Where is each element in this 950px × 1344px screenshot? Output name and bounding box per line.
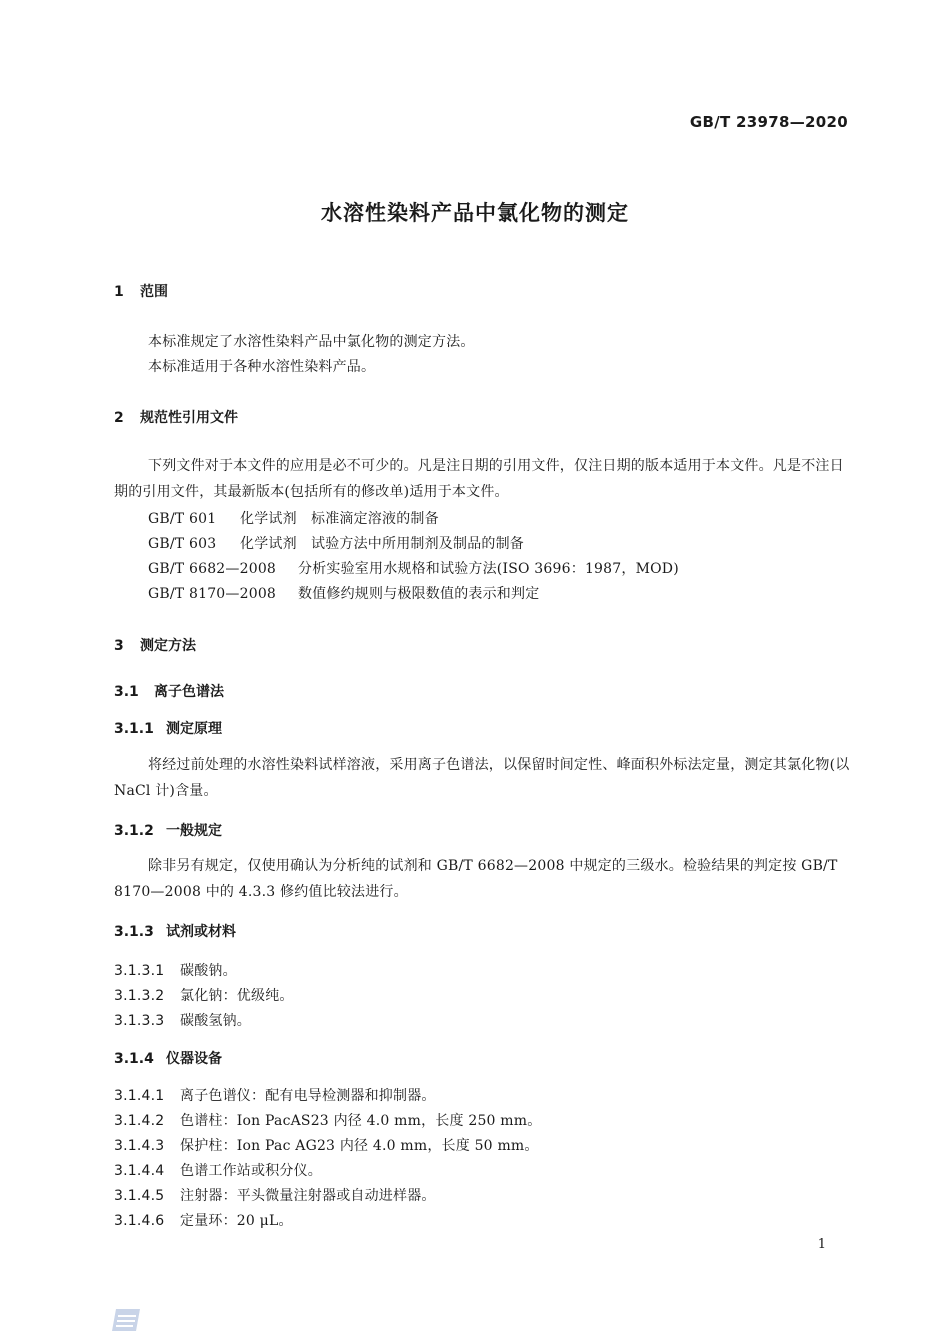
instrument-item: [114, 1135, 539, 1155]
reference-item: [148, 508, 439, 528]
section-number: 3.1.1: [114, 721, 154, 737]
principle-paragraph: 将经过前处理的水溶性染料试样溶液，采用离子色谱法，以保留时间定性、峰面积外标法定量，测定其氯化物(以 NaCl 计)含量。: [114, 757, 850, 799]
section-title: 规范性引用文件: [140, 410, 238, 426]
item-number: 3.1.4.4: [114, 1163, 165, 1179]
reagent-item: [114, 1010, 251, 1030]
section-number: 3: [114, 638, 124, 654]
item-text: 色谱工作站或积分仪。: [180, 1163, 322, 1179]
publisher-logo-icon: [110, 1307, 142, 1333]
item-number: 3.1.4.3: [114, 1138, 165, 1154]
scope-paragraph-1: 本标准规定了水溶性染料产品中氯化物的测定方法。: [148, 334, 475, 350]
section-1-heading: [114, 281, 168, 301]
reference-title: 化学试剂 标准滴定溶液的制备: [240, 511, 439, 527]
scope-paragraph-2: 本标准适用于各种水溶性染料产品。: [148, 359, 376, 375]
instrument-item: [114, 1185, 436, 1205]
section-number: 3.1.4: [114, 1051, 154, 1067]
reference-item: [148, 533, 524, 553]
section-3-1-heading: [114, 681, 224, 701]
section-title: 一般规定: [166, 823, 222, 839]
page-number: 1: [817, 1237, 826, 1252]
section-number: 3.1.3: [114, 924, 154, 940]
section-number: 3.1: [114, 684, 139, 700]
section-title: 试剂或材料: [166, 924, 236, 940]
reference-code: GB/T 8170—2008: [148, 586, 277, 602]
reference-item: [148, 558, 679, 578]
section-3-1-2-heading: [114, 820, 222, 840]
reference-code: GB/T 601: [148, 511, 217, 527]
item-text: 氯化钠：优级纯。: [180, 988, 294, 1004]
section-2-heading: [114, 407, 238, 427]
section-title: 离子色谱法: [154, 684, 224, 700]
item-number: 3.1.3.2: [114, 988, 165, 1004]
section-3-1-4-heading: [114, 1048, 222, 1068]
item-number: 3.1.4.5: [114, 1188, 165, 1204]
instrument-item: [114, 1210, 293, 1230]
document-title: 水溶性染料产品中氯化物的测定: [321, 201, 629, 225]
reference-code: GB/T 6682—2008: [148, 561, 277, 577]
item-text: 碳酸钠。: [180, 963, 237, 979]
instrument-item: [114, 1160, 322, 1180]
instrument-item: [114, 1085, 436, 1105]
reagent-item: [114, 985, 294, 1005]
general-provisions-paragraph: 除非另有规定，仅使用确认为分析纯的试剂和 GB/T 6682—2008 中规定的三级水。检验结果的判定按 GB/T 8170—2008 中的 4.3.3 修约值比较法进行。: [114, 858, 838, 900]
reference-title: 数值修约规则与极限数值的表示和判定: [298, 586, 540, 602]
reference-title: 分析实验室用水规格和试验方法(ISO 3696：1987，MOD): [298, 561, 679, 577]
section-title: 测定方法: [140, 638, 196, 654]
item-number: 3.1.4.6: [114, 1213, 165, 1229]
item-text: 保护柱：Ion Pac AG23 内径 4.0 mm，长度 50 mm。: [180, 1138, 539, 1154]
reference-code: GB/T 603: [148, 536, 217, 552]
reagent-item: [114, 960, 237, 980]
section-3-1-1-heading: [114, 718, 222, 738]
item-number: 3.1.3.1: [114, 963, 165, 979]
standard-code: GB/T 23978—2020: [689, 113, 848, 131]
section-title: 范围: [140, 284, 168, 300]
section-number: 3.1.2: [114, 823, 154, 839]
item-number: 3.1.4.2: [114, 1113, 165, 1129]
section-3-1-3-heading: [114, 921, 236, 941]
section-title: 测定原理: [166, 721, 222, 737]
section-3-heading: [114, 635, 196, 655]
item-text: 色谱柱：Ion PacAS23 内径 4.0 mm，长度 250 mm。: [180, 1113, 542, 1129]
reference-title: 化学试剂 试验方法中所用制剂及制品的制备: [240, 536, 524, 552]
item-text: 碳酸氢钠。: [180, 1013, 251, 1029]
item-text: 定量环：20 μL。: [180, 1213, 293, 1229]
item-text: 注射器：平头微量注射器或自动进样器。: [180, 1188, 436, 1204]
item-number: 3.1.3.3: [114, 1013, 165, 1029]
instrument-item: [114, 1110, 541, 1130]
section-number: 1: [114, 284, 124, 300]
item-number: 3.1.4.1: [114, 1088, 165, 1104]
section-number: 2: [114, 410, 124, 426]
item-text: 离子色谱仪：配有电导检测器和抑制器。: [180, 1088, 436, 1104]
reference-item: [148, 583, 539, 603]
section-title: 仪器设备: [166, 1051, 222, 1067]
normative-references-paragraph: 下列文件对于本文件的应用是必不可少的。凡是注日期的引用文件，仅注日期的版本适用于本文件。凡是不注日期的引用文件，其最新版本(包括所有的修改单)适用于本文件。: [114, 458, 844, 500]
